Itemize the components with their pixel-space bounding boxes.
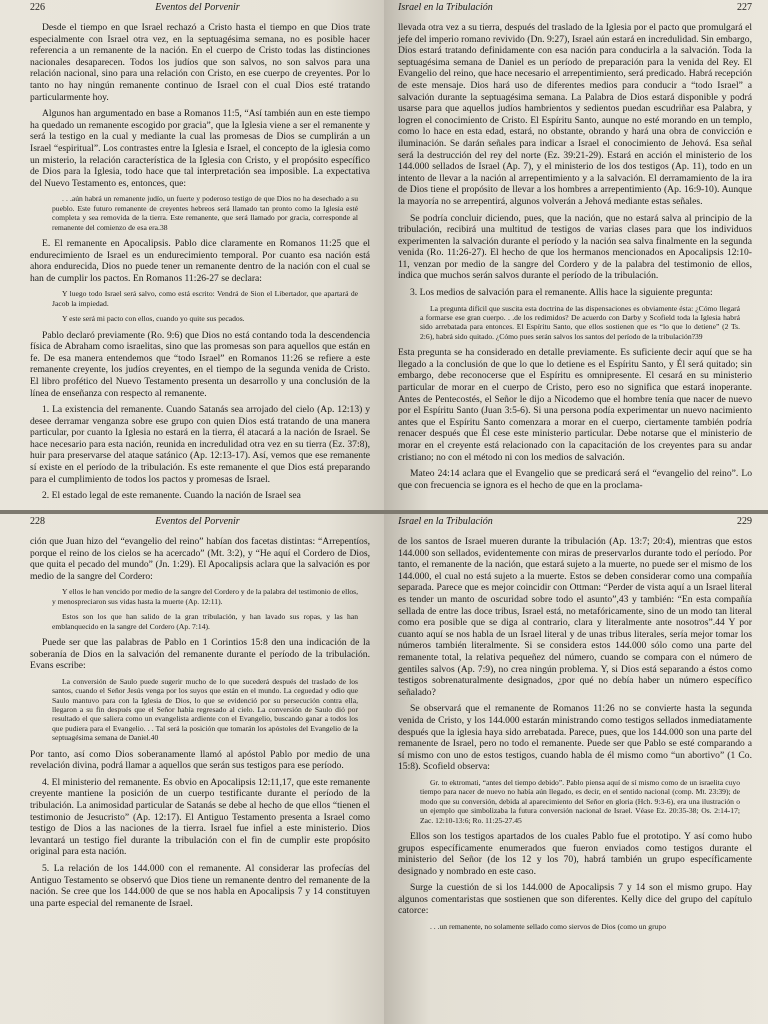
page-226 [0,0,384,510]
block-quote: . . .aún habrá un remanente judío, un fuerte y poderoso testigo de que Dios no ha desechado a su pueblo. Este futuro remanente de creyentes hebreos será llamado tan pronto como la Iglesia esté completa y sea removida de la tierra. Este remanente, que será llamado por gracia, corresponde al remanente del comienzo de esa era.38 [52,194,358,232]
page-body [398,22,752,491]
block-quote: . . .un remanente, no solamente sellado como siervos de Dios (como un grupo [430,922,666,932]
page-227 [384,0,768,510]
page-228 [0,514,384,1024]
running-header [30,2,370,16]
block-quote: Y ellos le han vencido por medio de la sangre del Cordero y de la palabra del testimonio de ellos, y menospreciaron sus vidas hasta la muerte (Ap. 12:11). [52,587,358,606]
paragraph: Surge la cuestión de si los 144.000 de Apocalipsis 7 y 14 son el mismo grupo. Hay algunos comentaristas que sostienen que son diferentes. Kelly dice del grupo del capítulo catorce: [398,882,752,917]
page-229 [384,514,768,1024]
running-header [398,516,752,530]
block-quote: Estos son los que han salido de la gran tribulación, y han lavado sus ropas, y las han emblanquecido en la sangre del Cordero (Ap. 7:14). [52,612,358,631]
header-title: Eventos del Porvenir [155,516,240,527]
page-body [30,536,370,909]
block-quote: Y este será mi pacto con ellos, cuando yo quite sus pecados. [62,314,245,324]
paragraph: 3. Los medios de salvación para el remanente. Allis hace la siguiente pregunta: [410,287,713,299]
header-title: Israel en la Tribulación [398,2,493,13]
paragraph: Mateo 24:14 aclara que el Evangelio que se predicará será el “evangelio del reino”. Lo que con frecuencia se ignora es el hecho de que en la proclama- [398,468,752,491]
block-quote: La conversión de Saulo puede sugerir mucho de lo que sucederá después del traslado de los santos, cuando el Señor Jesús venga por los suyos que están en el mundo. La ceguedad y odio que Saulo mantuvo para con la Iglesia de Dios, lo que se evidenció por su persecución contra ella, llegaron a su fin después que el Señor había regresado al cielo. La conversión de Saulo dió por resultado el que saliera como un evangelista ardiente con el Evangelio, buscando ganar a todos los que pudiera para el Evangelio. . . Tal será la posición que tomarán los apóstoles del Evangelio de la septuagésima semana de Daniel.40 [52,676,358,743]
paragraph: Esta pregunta se ha considerado en detalle previamente. Es suficiente decir aquí que se ha llegado a la conclusión de que lo que lo detiene es el Espíritu Santo, y Él será quitado; sin embargo, debe reconocerse que el Espíritu es omnipresente. El cesará en su ministerio particular de morar en el cuerpo de Cristo, pero eso no significa que estará inoperante. Antes de Pentecostés, el Señor le dijo a Nicodemo que el hombre tenía que nacer de nuevo por el Espíritu Santo (Juan 3:5-6). Si una persona podía experimentar un nuevo nacimiento antes que el Espíritu Santo comenzara a morar en el cuerpo, ciertamente también podría renacer después que Él cese este ministerio particular. Debe notarse que el ministerio de morar en el creyente está relacionado con la capacitación de los creyentes para su andar cristiano; no con el método ni con los medios de salvación. [398,347,752,463]
page-number: 226 [30,2,45,13]
paragraph: 2. El estado legal de este remanente. Cuando la nación de Israel sea [42,490,301,502]
block-quote: Y luego todo Israel será salvo, como está escrito: Vendrá de Sion el Libertador, que apartará de Jacob la impiedad. [52,289,358,308]
page-body [398,536,752,931]
paragraph: de los santos de Israel mueren durante la tribulación (Ap. 13:7; 20:4), mientras que estos 144.000 son sellados, evidentemente con miras de preservarlos durante todo el período. Por tanto, el remanente de la nación, que estará sujeto a la muerte, no puede ser el mismo de los 144.000, el cual no está sujeto a la muerte. Estos se deben considerar como una compañía separada. Parece que es mejor coincidir con Ottman: “Perder de vista aquí a un Israel literal es tender un manto de oscuridad sobre todo el asunto”,43 y también: “En esta compañía sellada de entre las doce tribus, Israel está, no metafóricamente, sino de un modo tan literal como era posible que se diga al contrario, clara y literalmente ante nosotros”.44 Y por cuanto aquí se nos habla de un Israel literal y de unas tribus literales, sería mejor tomar los números también literalmente. Si se considera estos 144.000 sólo como una parte del remanente total, la relativa pequeñez del número, cuando se compara con el número de gentiles salvos (Ap. 7:9), no crea ningún problema. Y, si Dios está separando a éstos como testigos sobrenaturalmente designados, ¿por qué no debía haber un número específico señalado? [398,536,752,698]
page-number: 228 [30,516,45,527]
paragraph: 1. La existencia del remanente. Cuando Satanás sea arrojado del cielo (Ap. 12:13) y desee derramar venganza sobre ese grupo con quien Dios está tratando de una manera particular, por cuanto la Iglesia no estará en la tierra, él atacará a la nación de Israel. Se hace necesario para esta nación, reunida en incredulidad otra vez en su tierra (Ez. 37:8), huir para preservarse del ataque satánico (Ap. 12:13-17). Así, vemos que ese remanente sí existe en el período de la tribulación. Es este remanente el que Dios está preparando para el cumplimiento de todos los pactos y promesas de Israel. [30,404,370,485]
paragraph: Ellos son los testigos apartados de los cuales Pablo fue el prototipo. Y así como hubo grupos específicamente enumerados que fueron enviados como testigos durante el ministerio del Señor (de los 12 y los 70), habrá también un grupo específicamente designado y nombrado en este caso. [398,830,752,877]
running-header [30,516,370,530]
page-body [30,22,370,502]
bottom-spread [0,514,768,1024]
paragraph: Pablo declaró previamente (Ro. 9:6) que Dios no está contando toda la descendencia física de Abraham como israelitas, sino que las promesas son para aquellos que están en fe. De esa manera entendemos que “todo Israel” en Romanos 11:26 se refiere a este remanente creyente, los judíos creyentes, en el tiempo de la segunda venida de Cristo. El libro profético del Nuevo Testamento presenta un desarrollo y una conclusión de la línea de enseñanza con respecto al remanente. [30,329,370,399]
paragraph: Puede ser que las palabras de Pablo en 1 Corintios 15:8 den una indicación de la soberanía de Dios en la salvación del remanente durante el período de la tribulación. Evans escribe: [30,637,370,672]
paragraph: 4. El ministerio del remanente. Es obvio en Apocalipsis 12:11,17, que este remanente creyente mantiene la posición de un cuerpo testificante durante el período de la tribulación. La animosidad particular de Satanás se debe al hecho de que ellos “tienen el testimonio de Jesucristo” (Ap. 12:17). El Antiguo Testamento presenta a Israel como testigo de Dios a las naciones de la tierra. Israel fue infiel a este ministerio. Dios levantará un testigo fiel durante la tribulación con el fin de cumplir este propósito original para esta nación. [30,776,370,858]
paragraph: 5. La relación de los 144.000 con el remanente. Al considerar las profecías del Antiguo Testamento se observó que Dios tiene un remanente dentro del remanente de la nación. Se cree que los 144.000 de que se nos habla en Apocalipsis 7 y 14 constituyen una parte especial del remanente de Israel. [30,862,370,909]
paragraph: E. El remanente en Apocalipsis. Pablo dice claramente en Romanos 11:25 que el endurecimiento de Israel es un endurecimiento temporal. Por cuanto esa nación está ahora endurecida, Dios no puede tener un remanente dentro de la nación con el cual se han de cumplir los pactos. En Romanos 11:26-27 se declara: [30,237,370,284]
paragraph: Por tanto, así como Dios soberanamente llamó al apóstol Pablo por medio de una revelación divina, podrá llamar a aquellos que serán sus testigos para ese período. [30,748,370,772]
block-quote: La pregunta difícil que suscita esta doctrina de las dispensaciones es obviamente ésta: ¿Cómo llegará a formarse ese gran cuerpo. . .de los redimidos? De acuerdo con Darby y Scofield toda la Iglesia habrá sido arrebatada para entonces. El Espíritu Santo, que ellos sostienen que es “lo que lo detiene” (2 Ts. 2:6), habrá sido quitado. ¿Cómo pues serán salvos los santos del período de la tribulación?39 [420,303,740,341]
top-spread [0,0,768,510]
paragraph: Desde el tiempo en que Israel rechazó a Cristo hasta el tiempo en que Dios trate especialmente con Israel otra vez, en la septuagésima semana, no es posible hacer referencia a un remanente de la nación. En el cuerpo de Cristo todas las distinciones nacionales desaparecen. Todos los judíos que son salvos, no son salvos para una relación nacional, sino para una relación con Cristo, en ese cuerpo de creyentes. Por lo tanto no hay ningún remanente continuo de Israel con el cual Dios esté tratando particularmente hoy. [30,22,370,103]
page-number: 227 [737,2,752,13]
running-header [398,2,752,16]
paragraph: Algunos han argumentado en base a Romanos 11:5, “Así también aun en este tiempo ha quedado un remanente escogido por gracia”, que la Iglesia viene a ser el remanente y será la testigo en la cual y mediante la cual las promesas de Dios se cumplirán a un Israel “espiritual”. Los contrastes entre la Iglesia e Israel, el concepto de la iglesia como un misterio, la relación característica de la Iglesia con Cristo, y el propósito específico de Dios para la Iglesia, todo hace que tal interpretación sea imposible. La expectativa del Nuevo Testamento es, entonces, que: [30,108,370,189]
paragraph: ción que Juan hizo del “evangelio del reino” habían dos facetas distintas: “Arrepentíos, porque el reino de los cielos se ha acercado” (Mt. 3:2), y “He aquí el Cordero de Dios, que quita el pecado del mundo” (Jn. 1:29). El Apocalipsis aclara que la salvación es por medio de la sangre del Cordero: [30,536,370,582]
paragraph: Se podría concluir diciendo, pues, que la nación, que no estará salva al principio de la tribulación, recibirá una multitud de testigos de varias clases para que los individuos experimenten la salvación durante el período y la nación sea salva finalmente en la segunda venida (Ro. 11:26-27). El hecho de que los hermanos mencionados en Apocalipsis 12:10-11, venzan por medio de la sangre del Cordero y de la palabra del testimonio de ellos, indica que muchos serán salvos durante el período de la tribulación. [398,212,752,282]
header-title: Eventos del Porvenir [155,2,240,13]
block-quote: Gr. to ektromati, “antes del tiempo debido”. Pablo piensa aquí de sí mismo como de un israelita cuyo tiempo para nacer de nuevo no había aún llegado, es decir, en el sentido nacional (comp. Mt. 23:39); de modo que su conversión, debida al aparecimiento del Señor en gloria (Hch. 9:3-6), era una ilustración o un ejemplo que simbolizaba la futura conversión nacional de Israel. Véase Ez. 20:35-38; Os. 2:14-17; Zac. 12:10-13:6; Ro. 11:25-27.45 [420,777,740,825]
paragraph: Se observará que el remanente de Romanos 11:26 no se convierte hasta la segunda venida de Cristo, y los 144.000 estarán ministrando como testigos sellados inmediatamente después que la iglesia haya sido arrebatada. Parece, pues, que los 144.000 son una parte del remanente de Israel, pero no todo el remanente. Puede ser que Pablo se esté comparando a sí mismo con uno de estos testigos, cuando habla de él mismo como “un abortivo” (1 Co. 15:8). Scofield observa: [398,703,752,773]
paragraph: llevada otra vez a su tierra, después del traslado de la Iglesia por el pacto que promulgará el jefe del imperio romano revivido (Dn. 9:27), Israel aún estará en incredulidad. Sin embargo, Dios estará tratando definidamente con esa nación para conducirla a la salvación. Toda la septuagésima semana de Daniel es un período de preparación para la venida del Rey. El Evangelio del reino, que hace necesario el arrepentimiento, será predicado. Habrá recepción de este mensaje. Dios hará uso de diferentes medios para conducir a “todo Israel” a salvación durante la septuagésima semana. La Palabra de Dios estará disponible y podrá usarse para que aquellos judíos hambrientos y sedientos puedan escudriñar esa Palabra, y logren el conocimiento de Cristo. El Espíritu Santo, aunque no esté morando en un templo, como lo hace en esta edad, estará, no obstante, obrando y hará una obra de convicción e iluminación. Se darán señales para indicar a Israel el conocimiento de Jehová. Esa señal será la destrucción del rey del norte (Ez. 39:21-29). Estará en acción el ministerio de los 144.000 sellados de Israel (Ap. 7), y el ministerio de los dos testigos (Ap. 11), todo en un intento de llevar a la nación al arrepentimiento y a la salvación. El derramamiento de la ira de Dios tiene el propósito de llevar a los hombres a arrepentimiento (Ap. 16:9-10). Aunque la mayoría no se arrepentirá, algunos volverán a Jehová mediante estas señales. [398,22,752,207]
header-title: Israel en la Tribulación [398,516,493,527]
page-number: 229 [737,516,752,527]
